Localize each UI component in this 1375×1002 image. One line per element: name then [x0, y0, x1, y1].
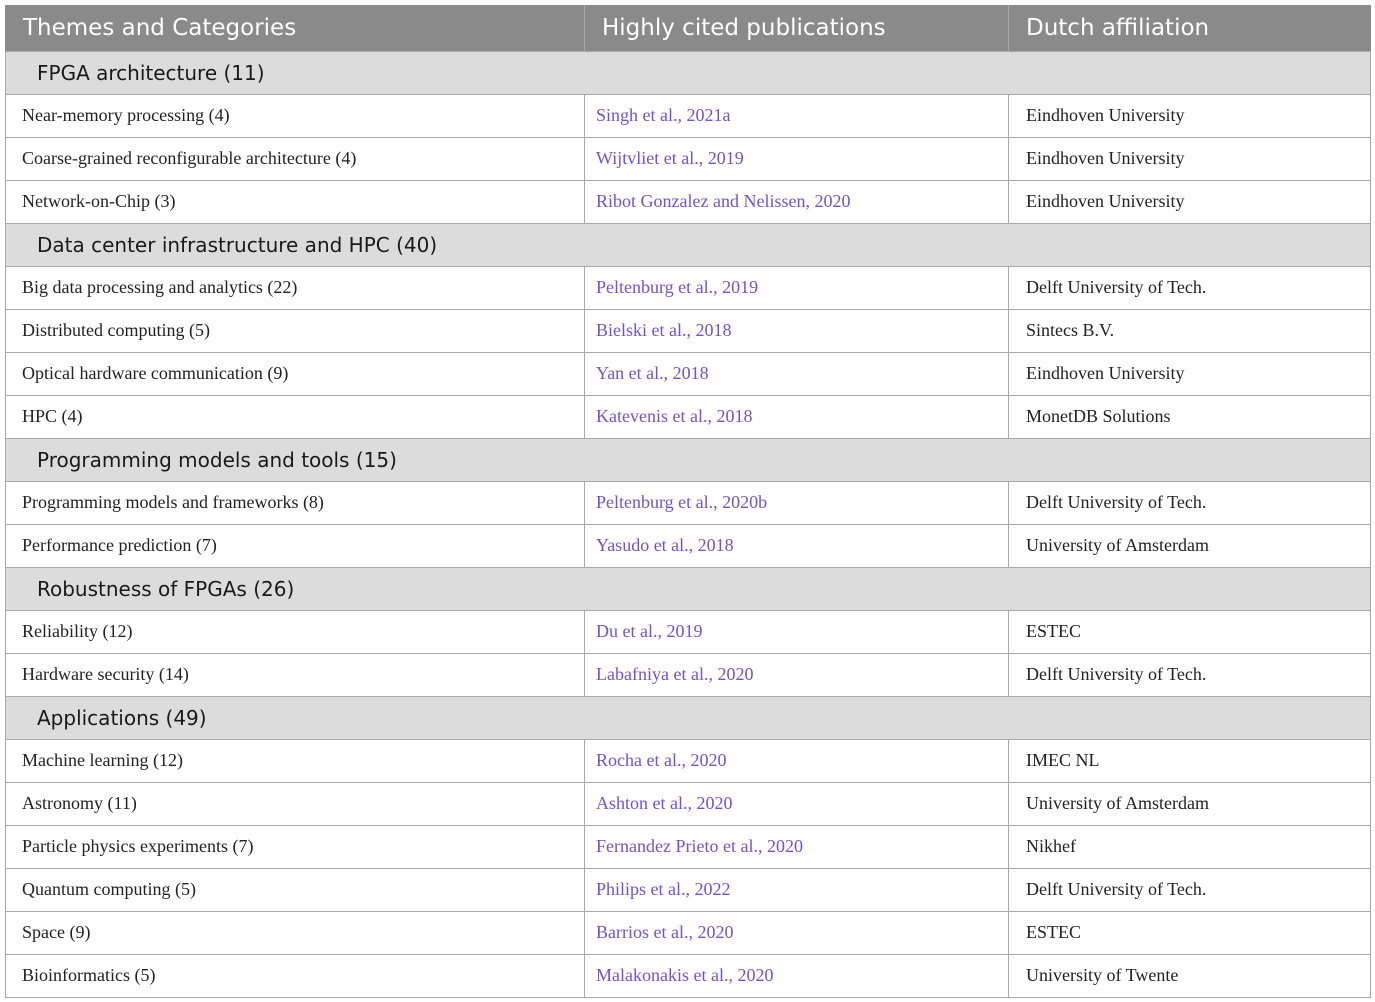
category-cell: Near-memory processing (4)	[6, 94, 585, 137]
publication-link[interactable]: Katevenis et al., 2018	[585, 395, 1009, 438]
category-cell: Big data processing and analytics (22)	[6, 266, 585, 309]
publication-link[interactable]: Barrios et al., 2020	[585, 911, 1009, 954]
header-dutch-affiliation: Dutch affiliation	[1009, 5, 1371, 51]
table-row	[6, 610, 1371, 653]
category-cell: Network-on-Chip (3)	[6, 180, 585, 223]
affiliation-cell: ESTEC	[1009, 911, 1371, 954]
table-row	[6, 309, 1371, 352]
publication-link[interactable]: Labafniya et al., 2020	[585, 653, 1009, 696]
affiliation-cell: Sintecs B.V.	[1009, 309, 1371, 352]
publication-link[interactable]: Rocha et al., 2020	[585, 739, 1009, 782]
category-cell: Hardware security (14)	[6, 653, 585, 696]
publication-link[interactable]: Fernandez Prieto et al., 2020	[585, 825, 1009, 868]
publication-link[interactable]: Malakonakis et al., 2020	[585, 954, 1009, 997]
publication-link[interactable]: Du et al., 2019	[585, 610, 1009, 653]
category-cell: Quantum computing (5)	[6, 868, 585, 911]
table-row	[6, 180, 1371, 223]
publication-link[interactable]: Bielski et al., 2018	[585, 309, 1009, 352]
table-row	[6, 524, 1371, 567]
category-cell: Particle physics experiments (7)	[6, 825, 585, 868]
section-header-row	[6, 438, 1371, 481]
category-cell: Optical hardware communication (9)	[6, 352, 585, 395]
category-cell: Reliability (12)	[6, 610, 585, 653]
table-row	[6, 911, 1371, 954]
affiliation-cell: University of Twente	[1009, 954, 1371, 997]
affiliation-cell: University of Amsterdam	[1009, 524, 1371, 567]
publication-link[interactable]: Ribot Gonzalez and Nelissen, 2020	[585, 180, 1009, 223]
section-header-row	[6, 51, 1371, 94]
table-header-row	[6, 5, 1371, 51]
publication-link[interactable]: Peltenburg et al., 2019	[585, 266, 1009, 309]
affiliation-cell: University of Amsterdam	[1009, 782, 1371, 825]
category-cell: Performance prediction (7)	[6, 524, 585, 567]
category-cell: Astronomy (11)	[6, 782, 585, 825]
affiliation-cell: Eindhoven University	[1009, 180, 1371, 223]
category-cell: HPC (4)	[6, 395, 585, 438]
section-header-row	[6, 696, 1371, 739]
section-title: FPGA architecture (11)	[6, 51, 1371, 94]
affiliation-cell: Delft University of Tech.	[1009, 653, 1371, 696]
table-row	[6, 782, 1371, 825]
category-cell: Machine learning (12)	[6, 739, 585, 782]
publication-link[interactable]: Peltenburg et al., 2020b	[585, 481, 1009, 524]
themes-table	[5, 5, 1371, 998]
header-themes-categories: Themes and Categories	[6, 5, 585, 51]
affiliation-cell: Eindhoven University	[1009, 137, 1371, 180]
category-cell: Coarse-grained reconfigurable architecture (4)	[6, 137, 585, 180]
publication-link[interactable]: Wijtvliet et al., 2019	[585, 137, 1009, 180]
affiliation-cell: IMEC NL	[1009, 739, 1371, 782]
section-title: Robustness of FPGAs (26)	[6, 567, 1371, 610]
section-title: Applications (49)	[6, 696, 1371, 739]
table-row	[6, 739, 1371, 782]
affiliation-cell: Delft University of Tech.	[1009, 868, 1371, 911]
table-row	[6, 395, 1371, 438]
affiliation-cell: MonetDB Solutions	[1009, 395, 1371, 438]
affiliation-cell: Eindhoven University	[1009, 352, 1371, 395]
category-cell: Space (9)	[6, 911, 585, 954]
publication-link[interactable]: Yan et al., 2018	[585, 352, 1009, 395]
affiliation-cell: Eindhoven University	[1009, 94, 1371, 137]
publication-link[interactable]: Singh et al., 2021a	[585, 94, 1009, 137]
table-row	[6, 868, 1371, 911]
affiliation-cell: Delft University of Tech.	[1009, 266, 1371, 309]
table-row	[6, 94, 1371, 137]
section-header-row	[6, 567, 1371, 610]
table-row	[6, 481, 1371, 524]
publication-link[interactable]: Ashton et al., 2020	[585, 782, 1009, 825]
table-body	[6, 51, 1371, 997]
category-cell: Bioinformatics (5)	[6, 954, 585, 997]
header-highly-cited-publications: Highly cited publications	[585, 5, 1009, 51]
category-cell: Distributed computing (5)	[6, 309, 585, 352]
table-row	[6, 653, 1371, 696]
section-header-row	[6, 223, 1371, 266]
publication-link[interactable]: Philips et al., 2022	[585, 868, 1009, 911]
table-row	[6, 137, 1371, 180]
affiliation-cell: Nikhef	[1009, 825, 1371, 868]
affiliation-cell: Delft University of Tech.	[1009, 481, 1371, 524]
section-title: Programming models and tools (15)	[6, 438, 1371, 481]
table-row	[6, 352, 1371, 395]
category-cell: Programming models and frameworks (8)	[6, 481, 585, 524]
affiliation-cell: ESTEC	[1009, 610, 1371, 653]
publication-link[interactable]: Yasudo et al., 2018	[585, 524, 1009, 567]
table-row	[6, 266, 1371, 309]
table-row	[6, 954, 1371, 997]
section-title: Data center infrastructure and HPC (40)	[6, 223, 1371, 266]
table-row	[6, 825, 1371, 868]
